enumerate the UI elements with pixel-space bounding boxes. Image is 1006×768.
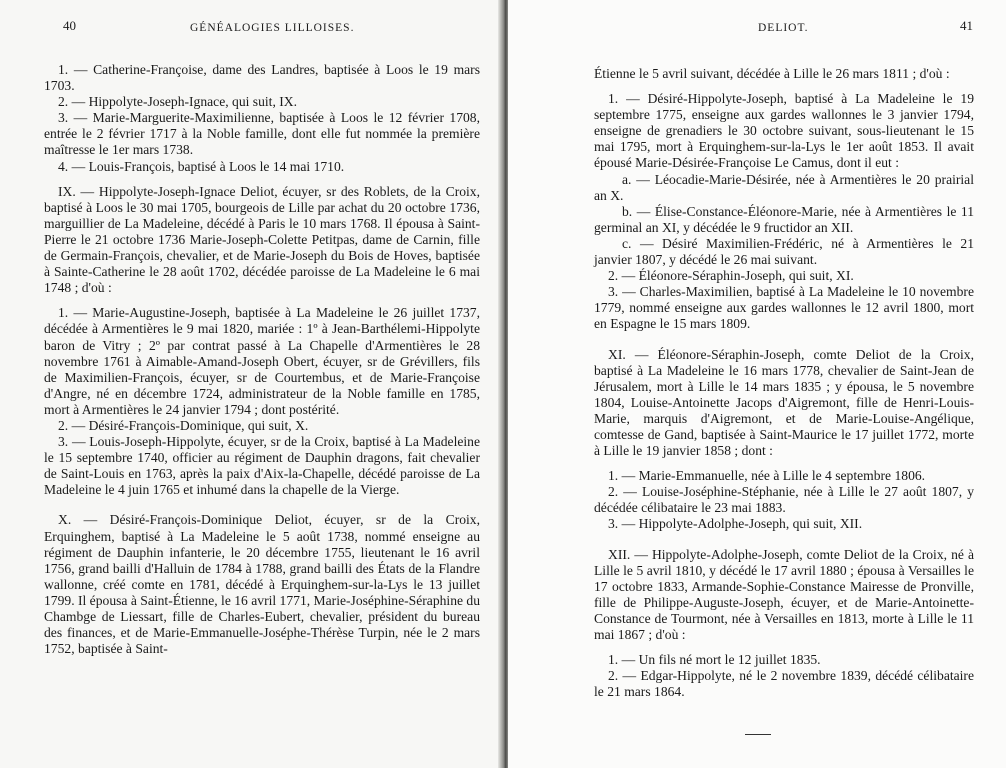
paragraph: c. — Désiré Maximilien-Frédéric, né à Armentières le 21 janvier 1807, y décédé le 26 mai suivant. <box>594 235 974 268</box>
right-page-text <box>594 66 974 700</box>
paragraph: Étienne le 5 avril suivant, décédée à Lille le 26 mars 1811 ; d'où : <box>594 66 950 81</box>
paragraph: 1. — Un fils né mort le 12 juillet 1835. <box>608 652 821 668</box>
paragraph: 3. — Louis-Joseph-Hippolyte, écuyer, sr de la Croix, baptisé à La Madeleine le 15 septembre 1740, officier au régiment de Dauphin dragons, fait chevalier de Saint-Louis en 1763, après la paix d'Aix-la-Chapelle, décédé paroisse de La Madeleine le 4 juin 1765 et inhumé dans la chapelle de la Vierge. <box>44 434 480 498</box>
paragraph: 1. — Désiré-Hippolyte-Joseph, baptisé à La Madeleine le 19 septembre 1775, enseigne aux gardes wallonnes le 3 janvier 1794, enseigne de grenadiers le 30 octobre suivant, sous-lieutenant le 15 mai 1795, mort à Erquinghem-sur-la-Lys le 1er août 1853. Il avait épousé Marie-Désirée-Françoise Le Camus, dont il eut : <box>594 91 974 171</box>
running-head: DELIOT. <box>758 22 809 34</box>
paragraph: 2. — Désiré-François-Dominique, qui suit, X. <box>58 417 309 433</box>
paragraph: 1. — Marie-Augustine-Joseph, baptisée à La Madeleine le 26 juillet 1737, décédée à Armentières le 9 mai 1820, mariée : 1º à Jean-Barthélemi-Hippolyte baron de Vitry ; 2º par contrat passé à La Chapelle d'Armentières le 28 novembre 1761 à Aimable-Amand-Joseph Obert, écuyer, sr de Grévillers, fils de Maximilien-François, écuyer, sr de Courtembus, et de Marie-Françoise d'Angre, né en décembre 1724, administrateur de la Noble famille en 1785, mort à Armentières le 24 janvier 1794 ; dont postérité. <box>44 305 480 417</box>
paragraph: 2. — Edgar-Hippolyte, né le 2 novembre 1839, décédé célibataire le 21 mars 1864. <box>594 668 974 700</box>
paragraph: X. — Désiré-François-Dominique Deliot, écuyer, sr de la Croix, Erquinghem, baptisé à La Madeleine le 5 août 1738, nommé enseigne au régiment de Dauphin infanterie, le 20 décembre 1755, lieutenant le 16 avril 1756, grand bailli d'Halluin de 1784 à 1788, grand bailli des États de la Flandre wallonne, créé comte en 1781, décédé à Erquinghem-sur-la-Lys le 13 juillet 1799. Il épousa à Saint-Étienne, le 16 avril 1771, Marie-Joséphine-Séraphine du Chambge de Liessart, fille de Charles-Eubert, chevalier, président du bureau des finances, et de Marie-Emmanuelle-Joséphe-Thérèse Turpin, née le 2 mars 1752, baptisée à Saint- <box>44 512 481 657</box>
paragraph: XII. — Hippolyte-Adolphe-Joseph, comte Deliot de la Croix, né à Lille le 5 avril 1810, y décédé le 17 avril 1880 ; épousa à Versailles le 17 octobre 1833, Armande-Sophie-Constance Mairesse de Pronville, fille de Philippe-Auguste-Joseph, écuyer, et de Marie-Antoinette-Constance de Tourmont, née à Versailles en 1813, morte à Lille le 11 mai 1867 ; d'où : <box>594 546 974 642</box>
paragraph: 3. — Charles-Maximilien, baptisé à La Madeleine le 10 novembre 1779, nommé enseigne aux gardes wallonnes le 12 avril 1800, mort en Espagne le 15 mars 1809. <box>594 284 974 332</box>
running-head: GÉNÉALOGIES LILLOISES. <box>190 22 355 34</box>
end-rule <box>745 734 771 735</box>
paragraph: 4. — Louis-François, baptisé à Loos le 14 mai 1710. <box>58 158 345 174</box>
paragraph: b. — Élise-Constance-Éléonore-Marie, née à Armentières le 11 germinal an XI, y décédée le 9 fructidor an XII. <box>594 203 974 235</box>
left-page-text <box>44 62 480 657</box>
paragraph: 2. — Éléonore-Séraphin-Joseph, qui suit, XI. <box>608 268 854 284</box>
page-number: 41 <box>960 18 973 33</box>
paragraph: 2. — Louise-Joséphine-Stéphanie, née à Lille le 27 août 1807, y décédée célibataire le 23 mai 1883. <box>594 484 974 516</box>
paragraph: IX. — Hippolyte-Joseph-Ignace Deliot, écuyer, sr des Roblets, de la Croix, baptisé à Loos le 30 mai 1705, bourgeois de Lille par achat du 20 octobre 1736, marguillier de La Madeleine, décédé à Paris le 10 mars 1768. Il épousa à Saint-Pierre le 21 octobre 1736 Marie-Joseph-Colette Petitpas, dame de Carnin, fille de Germain-François, chevalier, et de Marie-Joseph du Bois de Hoves, baptisée à Sainte-Catherine le 28 août 1702, décédée paroisse de La Madeleine le 6 mai 1748 ; d'où : <box>44 183 480 296</box>
paragraph: a. — Léocadie-Marie-Désirée, née à Armentières le 20 prairial an X. <box>594 171 974 203</box>
paragraph: XI. — Éléonore-Séraphin-Joseph, comte Deliot de la Croix, baptisé à La Madeleine le 16 mars 1778, chevalier de Saint-Jean de Jérusalem, mort à Lille le 14 mars 1835 ; y épousa, le 5 novembre 1804, Louise-Antoinette Jacops d'Aigremont, fille de Henri-Louis-Marie, marquis d'Aigremont, et de Marie-Louise-Angélique, comtesse de Gand, baptisée à Saint-Maurice le 17 juillet 1772, morte à Lille le 19 janvier 1858 ; dont : <box>594 346 974 459</box>
paragraph: 2. — Hippolyte-Joseph-Ignace, qui suit, IX. <box>58 94 297 110</box>
paragraph: 1. — Catherine-Françoise, dame des Landres, baptisée à Loos le 19 mars 1703. <box>44 62 480 94</box>
paragraph: 3. — Marie-Marguerite-Maximilienne, baptisée à Loos le 12 février 1708, entrée le 2 février 1717 à la Noble famille, dont elle fut nommée la première maîtresse le 1er mars 1738. <box>44 110 480 158</box>
page-number: 40 <box>63 18 76 33</box>
paragraph: 1. — Marie-Emmanuelle, née à Lille le 4 septembre 1806. <box>608 468 926 484</box>
paragraph: 3. — Hippolyte-Adolphe-Joseph, qui suit, XII. <box>608 516 863 532</box>
